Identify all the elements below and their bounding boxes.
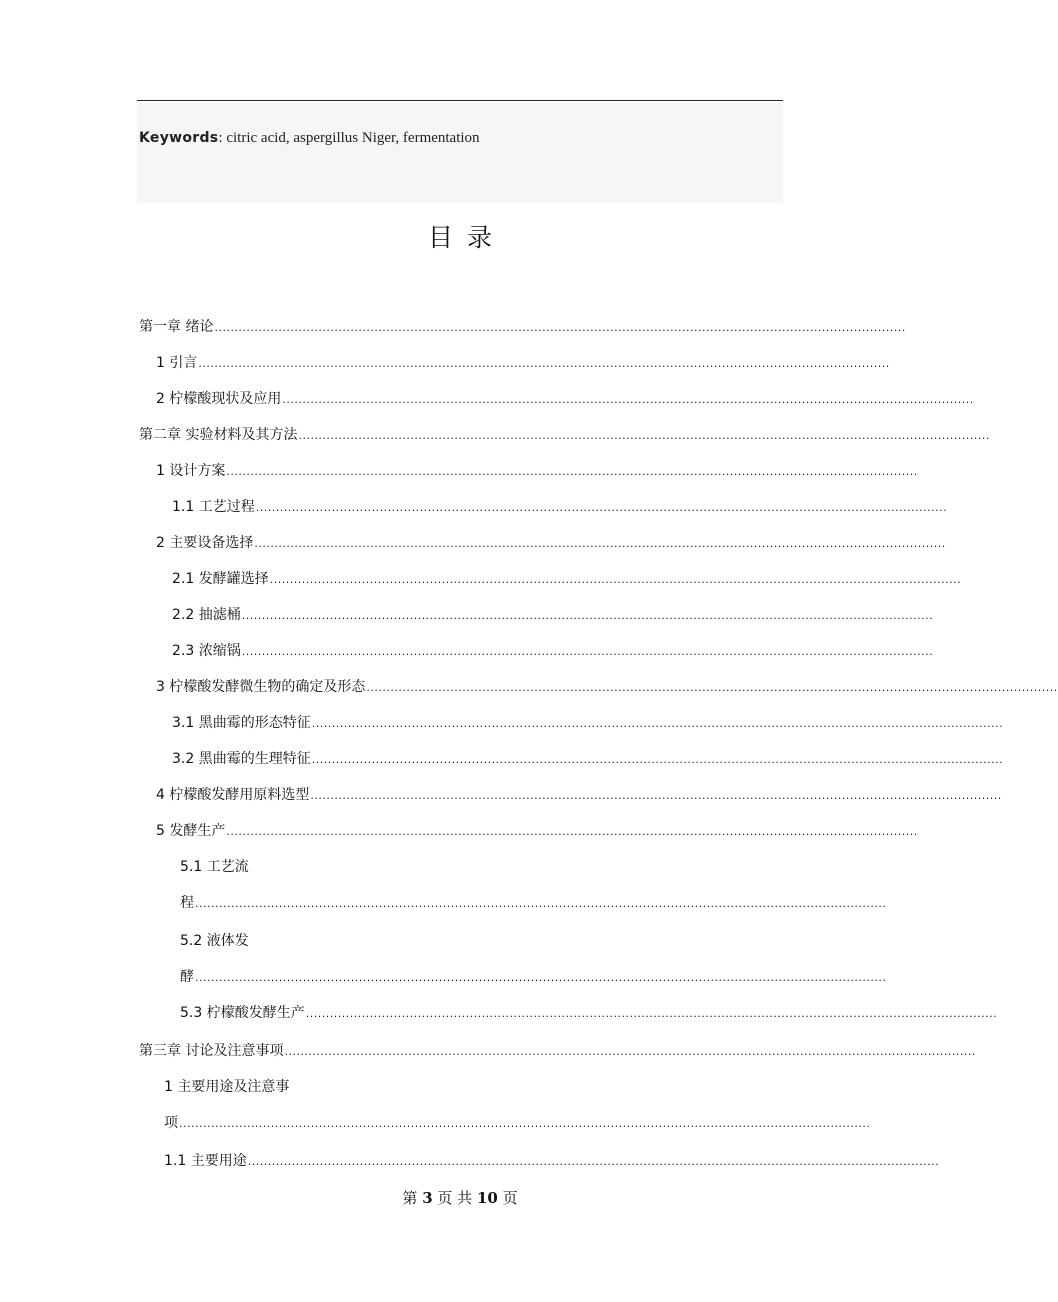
footer-prefix: 第	[402, 1189, 423, 1207]
toc-entry[interactable]	[172, 640, 934, 660]
toc-entry[interactable]	[172, 748, 1004, 768]
toc-entry-label: 2 柠檬酸现状及应用	[156, 391, 282, 407]
toc-entry[interactable]	[164, 1150, 940, 1170]
toc-leader-dots: .............................................................................................................................................................................	[241, 609, 934, 622]
toc-leader-dots: .............................................................................................................................................................................	[179, 1117, 871, 1130]
toc-entry-label: 第三章 讨论及注意事项	[139, 1043, 284, 1059]
toc-entry-label: 第二章 实验材料及其方法	[139, 427, 298, 443]
toc-entry[interactable]	[172, 604, 934, 624]
toc-leader-dots: .............................................................................................................................................................................	[298, 429, 990, 442]
toc-leader-dots: .............................................................................................................................................................................	[311, 717, 1004, 730]
toc-entry[interactable]	[172, 568, 962, 588]
toc-leader-dots: .............................................................................................................................................................................	[214, 321, 906, 334]
toc-leader-dots: .............................................................................................................................................................................	[241, 645, 934, 658]
toc-leader-dots: .............................................................................................................................................................................	[198, 357, 890, 370]
toc-entry-label: 酵	[180, 969, 194, 985]
toc-entry[interactable]	[156, 532, 946, 552]
toc-leader-dots: .............................................................................................................................................................................	[254, 537, 946, 550]
toc-leader-dots: .............................................................................................................................................................................	[195, 971, 887, 984]
footer-current-page: 3	[422, 1189, 433, 1207]
toc-leader-dots: .............................................................................................................................................................................	[255, 501, 948, 514]
toc-entry-continuation[interactable]	[164, 1112, 871, 1132]
toc-title-char: 目	[427, 223, 453, 252]
toc-leader-dots: .............................................................................................................................................................................	[305, 1007, 998, 1020]
toc-entry-label: 3.2 黑曲霉的生理特征	[172, 751, 311, 767]
toc-leader-dots: .............................................................................................................................................................................	[284, 1045, 976, 1058]
toc-entry-label: 1 引言	[156, 355, 198, 371]
toc-entry-label: 2.2 抽滤桶	[172, 607, 241, 623]
toc-entry-label: 1 主要用途及注意事	[164, 1079, 290, 1095]
toc-entry-label: 2.3 浓缩锅	[172, 643, 241, 659]
toc-entry-continuation[interactable]	[180, 892, 887, 912]
toc-entry[interactable]	[172, 712, 1004, 732]
footer-middle: 页 共	[432, 1189, 477, 1207]
toc-entry-label: 1 设计方案	[156, 463, 226, 479]
toc-leader-dots: .............................................................................................................................................................................	[226, 465, 918, 478]
toc-entry-label: 3.1 黑曲霉的形态特征	[172, 715, 311, 731]
toc-entry-label: 2 主要设备选择	[156, 535, 254, 551]
toc-entry-label: 5.3 柠檬酸发酵生产	[180, 1005, 305, 1021]
toc-entry-label: 1.1 主要用途	[164, 1153, 247, 1169]
toc-entry-label: 第一章 绪论	[139, 319, 214, 335]
toc-leader-dots: .............................................................................................................................................................................	[310, 789, 1002, 802]
toc-entry-chapter-3[interactable]	[139, 1040, 976, 1060]
toc-title	[0, 218, 920, 254]
toc-entry-label: 5.2 液体发	[180, 933, 249, 949]
keywords-box	[137, 103, 783, 203]
toc-entry-label: 1.1 工艺过程	[172, 499, 255, 515]
keywords-line	[139, 130, 480, 147]
toc-entry-wrapped[interactable]	[180, 930, 380, 950]
footer-suffix: 页	[497, 1189, 518, 1207]
toc-entry[interactable]	[156, 388, 974, 408]
page-footer	[0, 1187, 920, 1208]
toc-entry-label: 项	[164, 1115, 178, 1131]
toc-entry-label: 4 柠檬酸发酵用原料选型	[156, 787, 310, 803]
top-rule	[137, 100, 783, 101]
keywords-label: Keywords	[139, 130, 219, 146]
toc-entry-continuation[interactable]	[180, 966, 887, 986]
toc-leader-dots: .............................................................................................................................................................................	[366, 681, 1058, 694]
toc-entry-label: 5.1 工艺流	[180, 859, 249, 875]
toc-leader-dots: .............................................................................................................................................................................	[195, 897, 887, 910]
keywords-text: : citric acid, aspergillus Niger, fermentation	[218, 130, 480, 146]
toc-entry[interactable]	[180, 1002, 998, 1022]
footer-total-pages: 10	[476, 1189, 498, 1207]
toc-leader-dots: .............................................................................................................................................................................	[247, 1155, 940, 1168]
toc-entry-label: 2.1 发酵罐选择	[172, 571, 269, 587]
toc-entry-chapter-2[interactable]	[139, 424, 990, 444]
toc-entry-label: 3 柠檬酸发酵微生物的确定及形态	[156, 679, 366, 695]
toc-leader-dots: .............................................................................................................................................................................	[226, 825, 918, 838]
toc-leader-dots: .............................................................................................................................................................................	[282, 393, 974, 406]
toc-leader-dots: .............................................................................................................................................................................	[311, 753, 1004, 766]
toc-entry[interactable]	[156, 784, 1002, 804]
toc-entry[interactable]	[156, 820, 918, 840]
toc-entry[interactable]	[156, 460, 918, 480]
toc-entry-wrapped[interactable]	[164, 1076, 384, 1096]
toc-entry-label: 5 发酵生产	[156, 823, 226, 839]
toc-entry[interactable]	[156, 676, 1058, 696]
toc-entry-chapter-1[interactable]	[139, 316, 906, 336]
toc-entry-label: 程	[180, 895, 194, 911]
toc-leader-dots: .............................................................................................................................................................................	[269, 573, 962, 586]
toc-entry[interactable]	[156, 352, 890, 372]
toc-entry-wrapped[interactable]	[180, 856, 380, 876]
toc-title-char: 录	[467, 223, 493, 252]
toc-entry[interactable]	[172, 496, 948, 516]
